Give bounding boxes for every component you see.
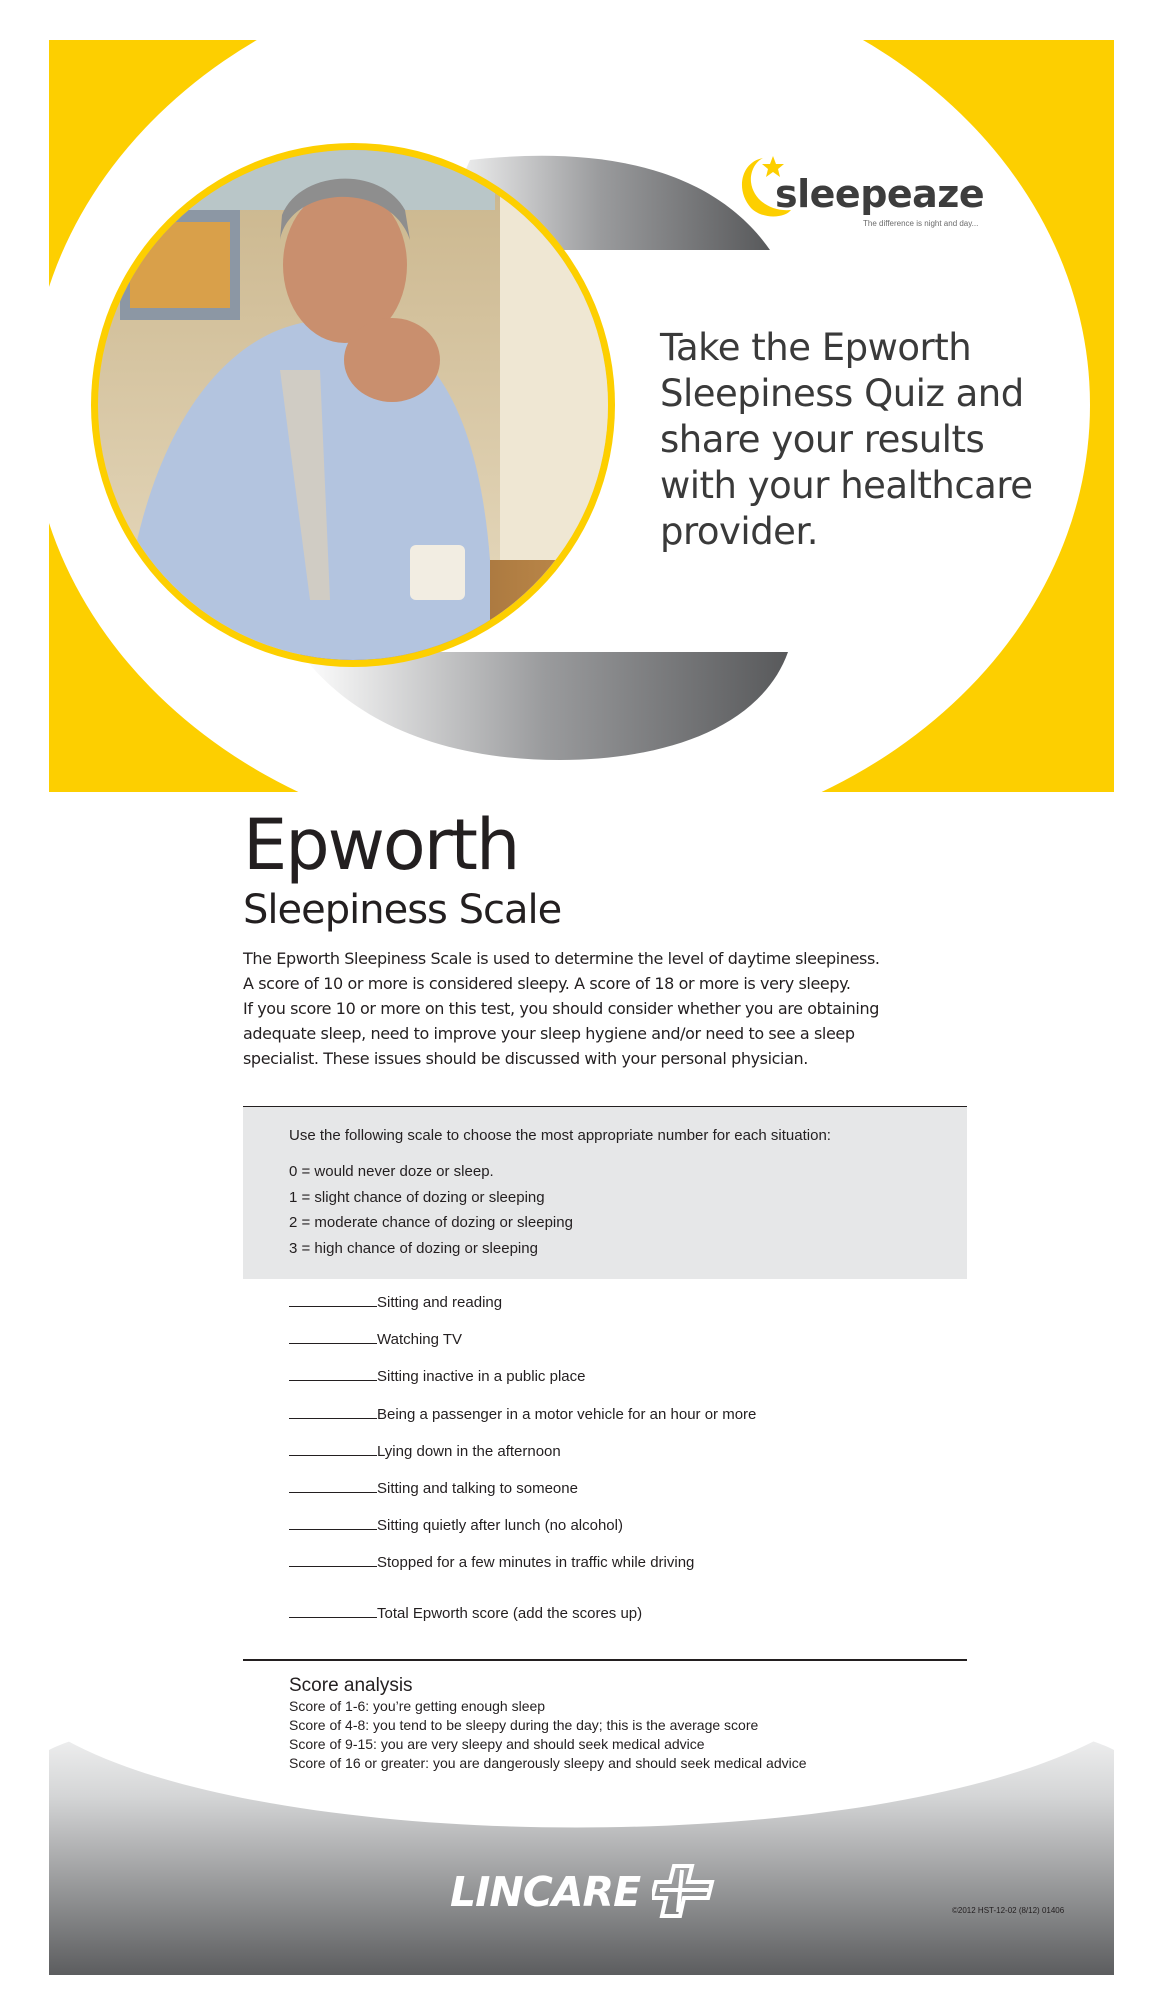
lincare-cross-icon [652,1862,722,1922]
score-analysis [289,1675,807,1773]
score-blank[interactable] [289,1552,377,1567]
intro-line: adequate sleep, need to improve your sleep hygiene and/or need to see a sleep [243,1024,855,1043]
situation-label: Sitting inactive in a public place [377,1368,586,1386]
scale-instruction: Use the following scale to choose the most appropriate number for each situation: [289,1127,831,1144]
copyright-code: ©2012 HST-12-02 (8/12) 01406 [952,1906,1065,1915]
situation-item [289,1515,756,1552]
situation-item [289,1441,756,1478]
score-blank[interactable] [289,1441,377,1456]
situation-item [289,1366,756,1403]
score-analysis-line: Score of 1-6: you’re getting enough sleep [289,1698,546,1714]
score-blank[interactable] [289,1515,377,1530]
page-title: Epworth [243,804,519,886]
lincare-wordmark: LINCARE [450,1868,641,1916]
brand-name: sleepeaze [775,172,985,216]
scale-level: 0 = would never doze or sleep. [289,1163,494,1180]
intro-line: specialist. These issues should be discussed with your personal physician. [243,1049,808,1068]
score-blank[interactable] [289,1478,377,1493]
lincare-logo [450,1862,730,1922]
brand-tagline: The difference is night and day... [863,219,979,228]
situation-label: Lying down in the afternoon [377,1442,561,1460]
situation-label: Sitting and talking to someone [377,1479,578,1497]
score-analysis-list [289,1697,807,1773]
score-analysis-line: Score of 4-8: you tend to be sleepy during the day; this is the average score [289,1717,759,1733]
score-blank[interactable] [289,1404,377,1419]
situation-item [289,1292,756,1329]
scale-level: 2 = moderate chance of dozing or sleeping [289,1214,573,1231]
situation-label: Sitting and reading [377,1294,503,1311]
situation-label: Being a passenger in a motor vehicle for an hour or more [377,1405,757,1423]
situation-label: Watching TV [377,1331,463,1349]
page-subtitle: Sleepiness Scale [243,887,562,933]
score-analysis-line: Score of 16 or greater: you are dangerously sleepy and should seek medical advice [289,1755,807,1771]
situation-list [289,1292,756,1590]
score-blank[interactable] [289,1366,377,1381]
situation-item [289,1404,756,1441]
situation-item [289,1478,756,1515]
intro-line: If you score 10 or more on this test, you should consider whether you are obtaining [243,999,879,1018]
score-blank[interactable] [289,1329,377,1344]
intro-line: The Epworth Sleepiness Scale is used to determine the level of daytime sleepiness. [243,949,880,968]
score-analysis-heading: Score analysis [289,1675,413,1696]
total-score-row [289,1603,642,1622]
situation-item [289,1552,756,1589]
total-score-label: Total Epworth score (add the scores up) [377,1605,643,1622]
scale-level: 3 = high chance of dozing or sleeping [289,1239,538,1257]
scale-level: 1 = slight chance of dozing or sleeping [289,1188,545,1206]
intro-paragraph [243,946,963,1071]
score-analysis-line: Score of 9-15: you are very sleepy and should seek medical advice [289,1736,705,1752]
sleepeaze-logo [733,150,993,240]
hero-headline: Take the Epworth Sleepiness Quiz and share your results with your healthcare provider. [660,326,1033,553]
scale-legend-box [243,1107,967,1279]
situation-item [289,1329,756,1366]
scale-levels [289,1159,573,1261]
divider-bottom [243,1659,967,1661]
intro-line: A score of 10 or more is considered sleepy. A score of 18 or more is very sleepy. [243,974,851,993]
total-score-blank[interactable] [289,1603,377,1618]
situation-label: Stopped for a few minutes in traffic while driving [377,1554,695,1572]
situation-label: Sitting quietly after lunch (no alcohol) [377,1517,623,1535]
score-blank[interactable] [289,1292,377,1307]
